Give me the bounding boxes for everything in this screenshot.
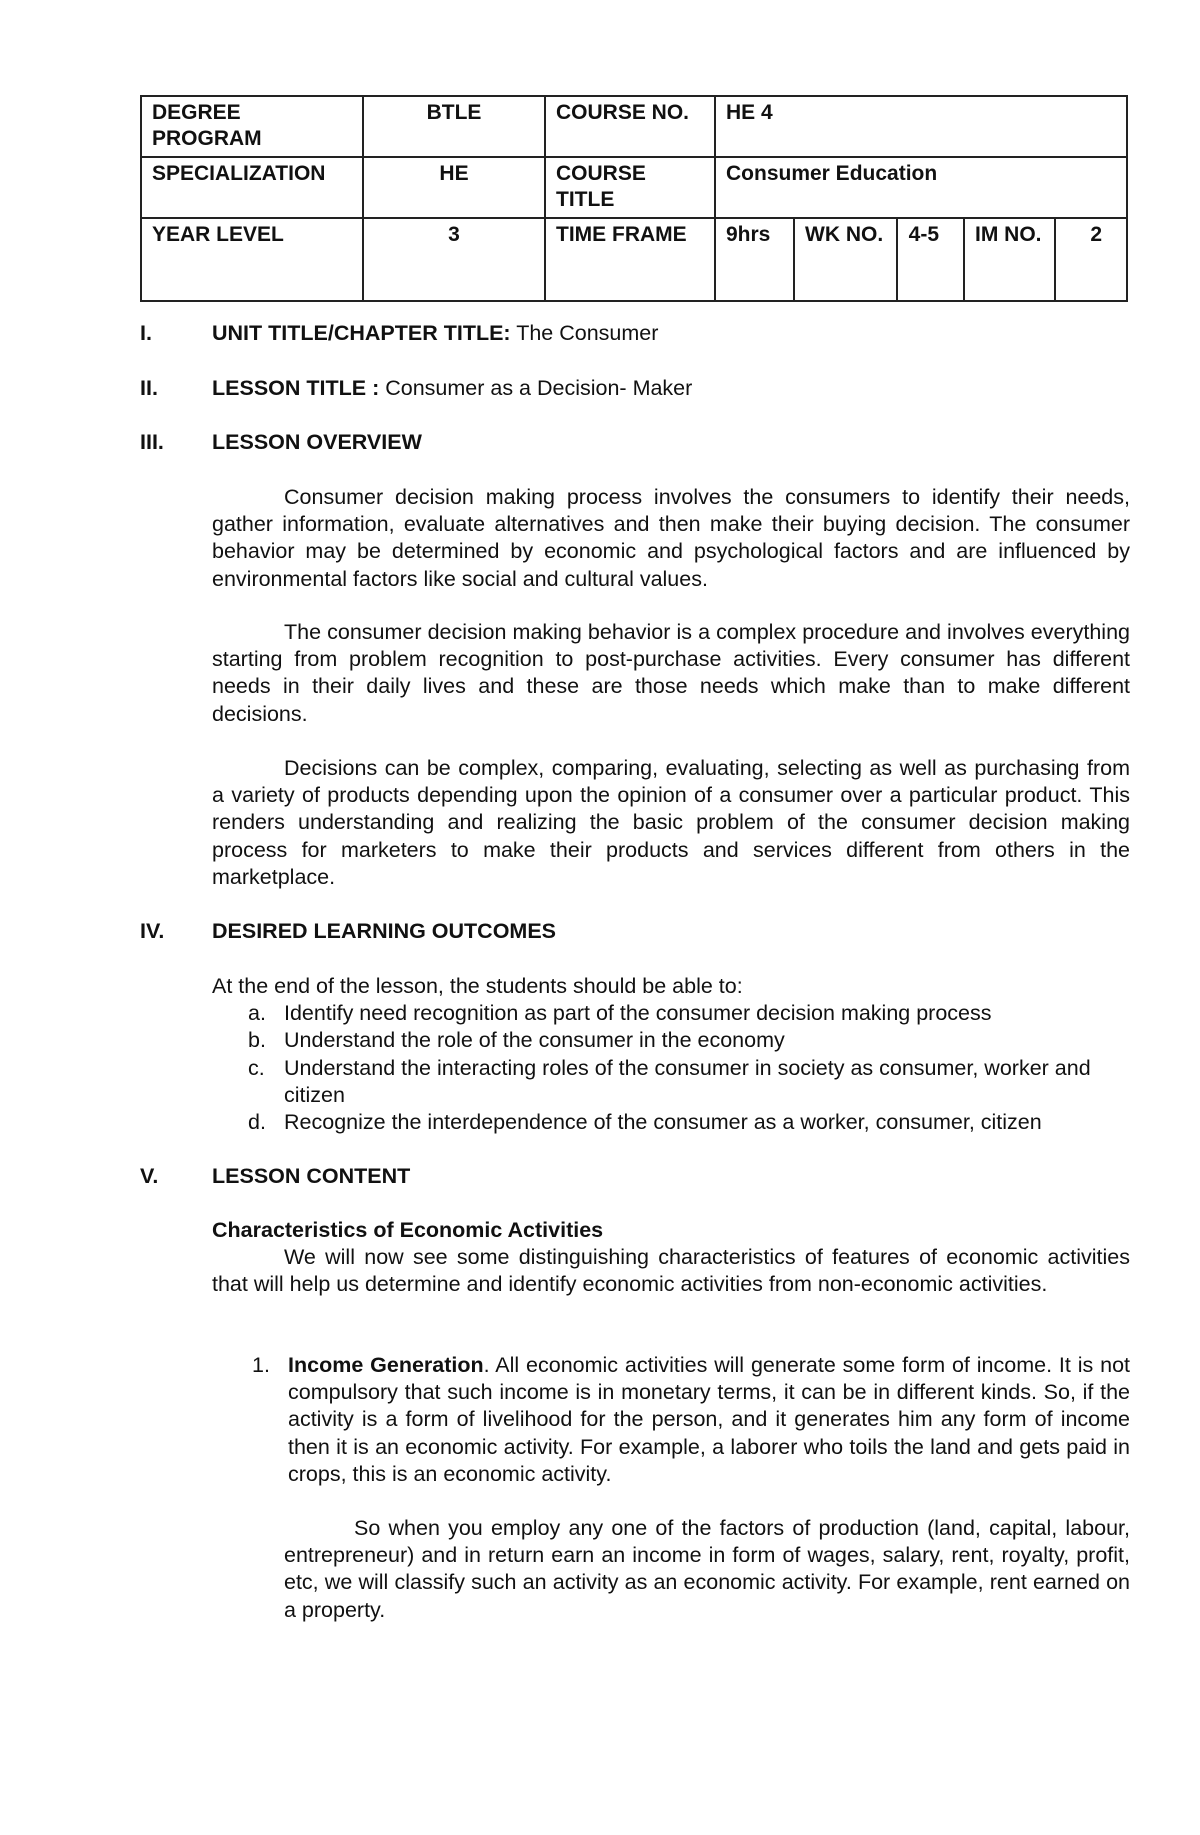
section-number: IV.	[140, 919, 165, 943]
wk-no-value: 4-5	[897, 218, 964, 301]
list-item-text: Understand the interacting roles of the consumer in society as consumer, worker and citizen	[284, 1055, 1091, 1107]
lesson-overview-heading	[140, 429, 1126, 456]
subheading-text: Characteristics of Economic Activities	[212, 1218, 604, 1242]
year-level-value: 3	[363, 218, 545, 301]
lesson-content-heading	[140, 1163, 1126, 1190]
list-item-text: Understand the role of the consumer in the economy	[284, 1028, 785, 1053]
outcomes-intro: At the end of the lesson, the students should be able to:	[212, 974, 743, 998]
lesson-title-label: LESSON TITLE :	[212, 376, 380, 400]
list-item	[212, 1027, 1130, 1054]
unit-title-value: The Consumer	[516, 321, 659, 345]
degree-program-label: DEGREE PROGRAM	[141, 96, 363, 157]
unit-title-label: UNIT TITLE/CHAPTER TITLE:	[212, 321, 511, 345]
paragraph-text: The consumer decision making behavior is a complex procedure and involves everything starting from problem recognition to post-purchase activities. Every consumer has different needs in their daily lives and these are those needs which make than to make different decisions.	[212, 620, 1130, 726]
list-letter: d.	[248, 1110, 266, 1135]
numbered-list-item	[252, 1352, 1130, 1488]
section-number: II.	[140, 376, 158, 400]
section-number: III.	[140, 430, 164, 454]
list-item	[212, 1000, 1130, 1027]
learning-outcomes-heading	[140, 918, 1126, 945]
table-row	[141, 218, 1127, 301]
section-number: V.	[140, 1164, 159, 1188]
followup-paragraph	[284, 1515, 1130, 1624]
specialization-label: SPECIALIZATION	[141, 157, 363, 218]
course-no-value: HE 4	[715, 96, 1127, 157]
course-info-table	[140, 95, 1128, 302]
overview-paragraph	[212, 619, 1130, 728]
year-level-label: YEAR LEVEL	[141, 218, 363, 301]
list-number: 1.	[252, 1353, 270, 1377]
lesson-title-section	[140, 375, 1126, 402]
course-no-label: COURSE NO.	[545, 96, 715, 157]
list-letter: b.	[248, 1028, 266, 1053]
lesson-title-value: Consumer as a Decision- Maker	[385, 376, 693, 400]
im-no-label: IM NO.	[964, 218, 1055, 301]
section-title: LESSON OVERVIEW	[212, 430, 422, 454]
course-title-label: COURSE TITLE	[545, 157, 715, 218]
im-no-value: 2	[1055, 218, 1127, 301]
content-subheading	[212, 1217, 1130, 1244]
degree-program-value: BTLE	[363, 96, 545, 157]
paragraph-text: So when you employ any one of the factors of production (land, capital, labour, entrepreneur) and in return earn an income in form of wages, salary, rent, royalty, profit, etc, we will classify such an activity as an economic activity. For example, rent earned on a property.	[284, 1516, 1130, 1622]
list-letter: c.	[248, 1055, 265, 1080]
time-frame-value: 9hrs	[715, 218, 794, 301]
content-intro-paragraph	[212, 1244, 1130, 1298]
paragraph-text: We will now see some distinguishing characteristics of features of economic activities that will help us determine and identify economic activities from non-economic activities.	[212, 1245, 1130, 1297]
item-text: . All economic activities will generate some form of income. It is not compulsory that such income is in monetary terms, it can be in different kinds. So, if the activity is a form of livelihood for the person, and it generates him any form of income then it is an economic activity. For example, a laborer who toils the land and gets paid in crops, this is an economic activity.	[288, 1353, 1130, 1486]
section-title: LESSON CONTENT	[212, 1164, 411, 1188]
course-title-value: Consumer Education	[715, 157, 1127, 218]
list-letter: a.	[248, 1001, 266, 1026]
unit-title-section	[140, 320, 1126, 347]
list-item-text: Recognize the interdependence of the consumer as a worker, consumer, citizen	[284, 1110, 1042, 1135]
list-item-text: Identify need recognition as part of the consumer decision making process	[284, 1001, 992, 1026]
table-row	[141, 157, 1127, 218]
paragraph-text: Decisions can be complex, comparing, evaluating, selecting as well as purchasing from a variety of products depending upon the opinion of a consumer over a particular product. This renders understanding and realizing the basic problem of the consumer decision making process for marketers to make their products and services different from others in the marketplace.	[212, 756, 1130, 889]
list-item	[212, 1109, 1130, 1136]
section-number: I.	[140, 321, 152, 345]
table-row	[141, 96, 1127, 157]
learning-outcomes-list	[212, 973, 1130, 1136]
wk-no-label: WK NO.	[794, 218, 897, 301]
paragraph-text: Consumer decision making process involves the consumers to identify their needs, gather information, evaluate alternatives and then make their buying decision. The consumer behavior may be determined by economic and psychological factors and are influenced by environmental factors like social and cultural values.	[212, 485, 1130, 591]
list-item	[212, 1055, 1130, 1109]
item-title: Income Generation	[288, 1353, 484, 1377]
specialization-value: HE	[363, 157, 545, 218]
overview-paragraph	[212, 755, 1130, 891]
overview-paragraph	[212, 484, 1130, 593]
section-title: DESIRED LEARNING OUTCOMES	[212, 919, 557, 943]
time-frame-label: TIME FRAME	[545, 218, 715, 301]
